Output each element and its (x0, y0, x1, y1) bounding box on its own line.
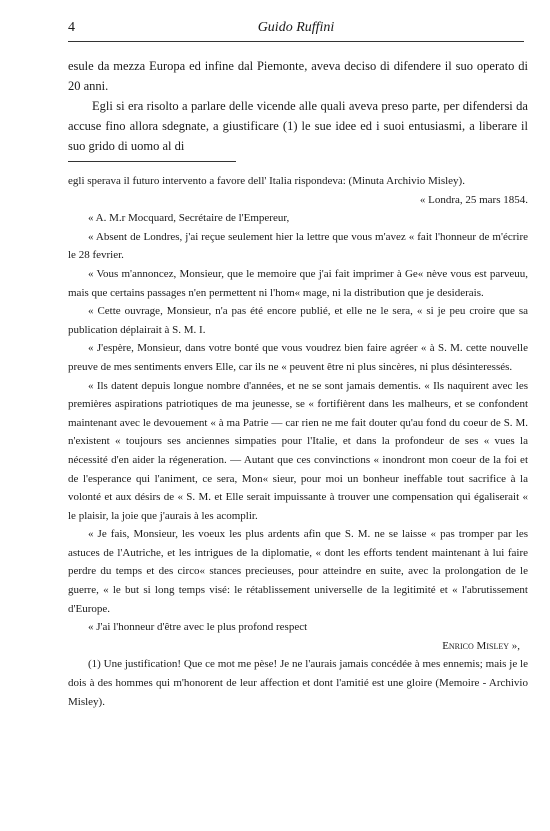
body-text (68, 56, 528, 156)
running-head: Guido Ruffini (257, 20, 335, 35)
letter-signature: Enrico Misley », (442, 639, 520, 652)
letter-paragraph: « Vous m'annoncez, Monsieur, que le memoire que j'ai fait imprimer à Ge« nève vous est parveuu, mais que certains passages n'en permettent ni l'hom« mage, ni la distribution que je desiderais. (68, 267, 528, 299)
letter-paragraph: « Ils datent depuis longue nombre d'années, et ne se sont jamais dementis. « Ils naquirent avec les premières aspirations patriotiques de ma jeunesse, se « fortifièrent dans les malheurs, et se confondent maintenant avec le devouement « à ma Patrie — car rien ne me fait douter qu'au fond du coeur de S. M. n'existent « toujours ses anciennes simpaties pour l'Italie, et dans la profondeur de ses « vues la nécessité d'en aider la régeneration. — Autant que ces convinctions « inondront mon coeur de la foi et de l'esperance qui l'animent, ce sera, Mon« sieur, pour moi un bonheur ineffable tout sacrifice à la volonté et aux désirs de « S. M. et Elle serait impuissante à trouver une compensation qui égaliserait « le plaisir, la joie que j'aurais à les acomplir. (68, 379, 528, 522)
footnote-intro: egli sperava il futuro intervento a favore dell' Italia rispondeva: (Minuta Archivio Misley). (68, 175, 465, 187)
page-header (68, 16, 524, 42)
letter-paragraph: « Je fais, Monsieur, les voeux les plus ardents afin que S. M. ne se laisse « pas tromper par les astuces de l'Autriche, et les intrigues de la diplomatie, « dont les efforts tendent maintenant à lui faire perdre du temps et des circo« stances precieuses, pour atteindre en suite, avec la prolongation de le guerre, « le but si long temps visé: le rétablissement universelle de la legitimité et « l'abrutissement d'Europe. (68, 528, 528, 615)
letter-salutation: « A. M.r Mocquard, Secrétaire de l'Empereur, (88, 212, 290, 225)
footnote-rule (68, 161, 236, 162)
letter-paragraph: « Absent de Londres, j'ai reçue seulement hier la lettre que vous m'avez « fait l'honneur de m'écrire le 28 fevrier. (68, 230, 528, 262)
letter-paragraph: « Cette ouvrage, Monsieur, n'a pas été encore publié, et elle ne le sera, « si je peu croire que sa publication déplairait à S. M. I. (68, 305, 528, 336)
body-paragraph: Egli si era risolto a parlare delle vicende alle quali aveva preso parte, per difendersi da accuse fino allora sdegnate, a giustificare (1) le sue idee ed i suoi entusiasmi, a liberare il suo grido di uomo al di (68, 99, 528, 153)
letter-dateline: « Londra, 25 mars 1854. (419, 193, 528, 206)
letter-closing: « J'ai l'honneur d'être avec le plus profond respect (88, 621, 308, 634)
footnote-note: (1) Une justification! Que ce mot me pèse! Je ne l'aurais jamais concédée à mes ennemis; mais je le dois à des hommes qui m'honorent de leur affection et dont l'amitié est une gloire (Memoire - Archivio Misley). (68, 658, 528, 708)
header-rule (68, 41, 524, 42)
body-paragraph: esule da mezza Europa ed infine dal Piemonte, aveva deciso di difendere il suo operato di 20 anni. (68, 59, 528, 93)
page-number: 4 (68, 20, 75, 35)
footnote (68, 172, 528, 711)
letter-paragraph: « J'espère, Monsieur, dans votre bonté que vous voudrez bien faire agréer « à S. M. cette nouvelle preuve de mes sentiments envers Elle, car ils ne « peuvent être ni plus sincères, ni plus désinteressés. (68, 342, 528, 373)
